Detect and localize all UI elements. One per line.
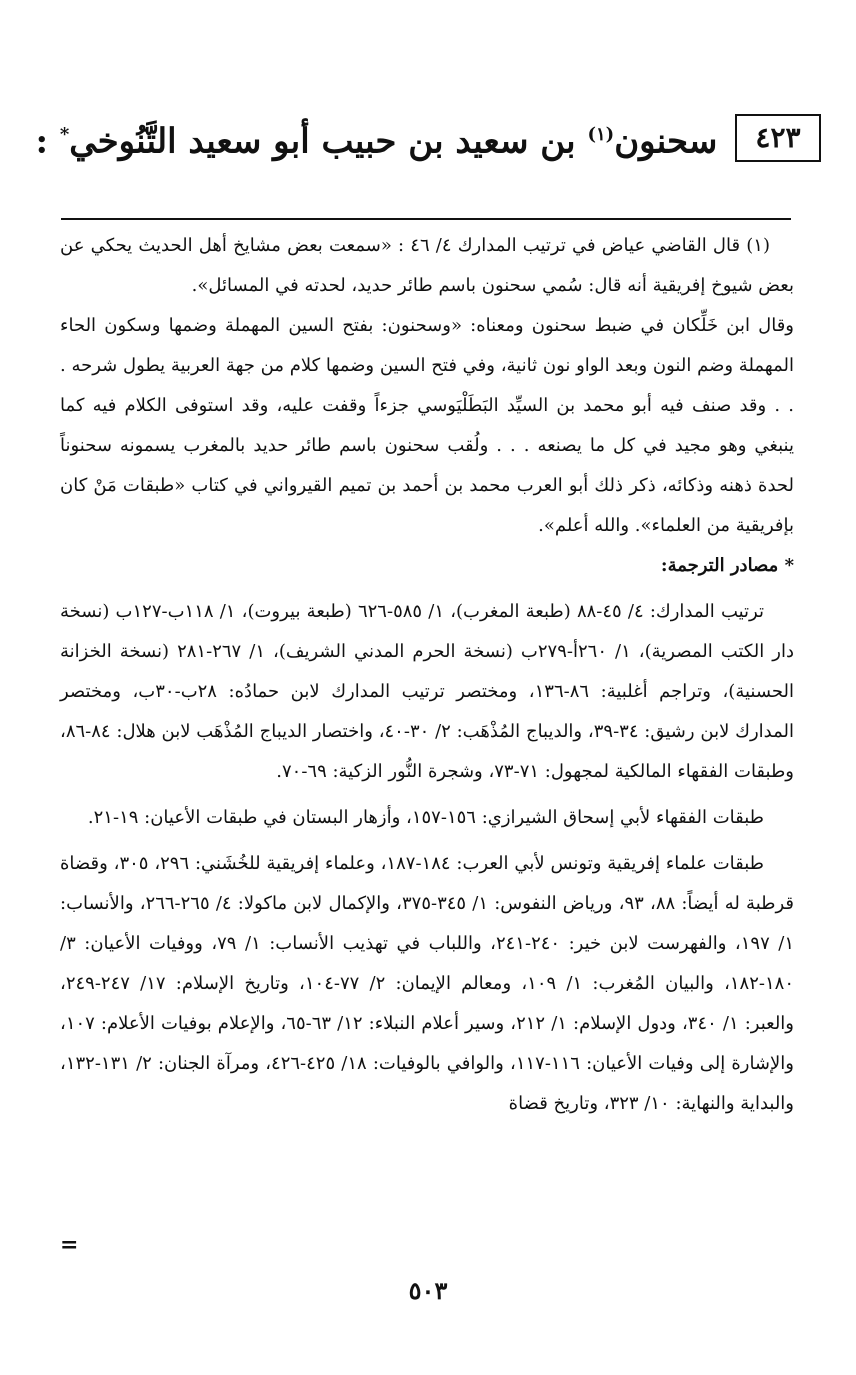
sources-paragraph-1: ترتيب المدارك: ٤/ ٤٥-٨٨ (طبعة المغرب)، ١/ ٥٨٥-٦٢٦ (طبعة بيروت)، ١/ ١١٨ب-١٢٧ب (نسخة دار الكتب المصرية)، ١/ ٢٦٠أ-٢٧٩ب (نسخة الحرم المدني الشريف)، ١/ ٢٦٧-٢٨١ (نسخة الخزانة الحسنية)، وتراجم أغلبية: ٨٦-١٣٦، ومختصر ترتيب المدارك لابن حمادُه: ٢٨ب-٣٠ب، ومختصر المدارك لابن رشيق: ٣٤-٣٩، والديباج المُذْهَب: ٢/ ٣٠-٤٠، واختصار الديباج المُذْهَب لابن هلال: ٨٤-٨٦، وطبقات الفقهاء المالكية لمجهول: ٧١-٧٣، وشجرة النُّور الزكية: ٦٩-٧٠. xyxy=(60,601,795,782)
sources-paragraph-3: طبقات علماء إفريقية وتونس لأبي العرب: ١٨٤-١٨٧، وعلماء إفريقية للخُشَني: ٢٩٦، ٣٠٥، وقضاة قرطبة له أيضاً: ٨٨، ٩٣، ورياض النفوس: ١/ ٣٤٥-٣٧٥، والإكمال لابن ماكولا: ٤/ ٢٦٥-٢٦٦، والأنساب: ١/ ١٩٧، والفهرست لابن خير: ٢٤٠-٢٤١، واللباب في تهذيب الأنساب: ١/ ٧٩، ووفيات الأعيان: ٣/ ١٨٠-١٨٢، والبيان المُغرب: ١/ ١٠٩، ومعالم الإيمان: ٢/ ٧٧-١٠٤، وتاريخ الإسلام: ١٧/ ٢٤٧-٢٤٩، والعبر: ١/ ٣٤٠، ودول الإسلام: ١/ ٢١٢، وسير أعلام النبلاء: ١٢/ ٦٣-٦٥، والإعلام بوفيات الأعلام: ١٠٧، والإشارة إلى وفيات الأعيان: ١١٦-١١٧، والوافي بالوفيات: ١٨/ ٤٢٥-٤٢٦، ومرآة الجنان: ٢/ ١٣١-١٣٢، والبداية والنهاية: ١٠/ ٣٢٣، وتاريخ قضاة xyxy=(60,853,795,1114)
sources-heading: * مصادر الترجمة: xyxy=(660,555,794,576)
continuation-mark: = xyxy=(60,1232,79,1258)
footnotes-body xyxy=(60,226,794,1124)
footnote-separator xyxy=(61,218,791,220)
sources-marker: * xyxy=(59,123,70,145)
page-number: ٥٠٣ xyxy=(408,1276,448,1305)
entry-name: سحنون xyxy=(614,121,718,162)
entry-colon: : xyxy=(35,121,60,162)
entry-number-box: ٤٢٣ xyxy=(735,114,820,162)
sources-paragraph-2: طبقات الفقهاء لأبي إسحاق الشيرازي: ١٥٦-١٥٧، وأزهار البستان في طبقات الأعيان: ١٩-٢١. xyxy=(87,807,764,828)
footnote-reference: (١) xyxy=(587,123,615,145)
entry-header xyxy=(0,108,856,168)
footnote-1-part-2: وقال ابن خَلِّكان في ضبط سحنون ومعناه: «وسحنون: بفتح السين المهملة وضمها وسكون الحاء المهملة وضم النون وبعد الواو نون ثانية، وفي فتح السين وضمها كلام من جهة العربية يطول شرحه . . . وقد صنف فيه أبو محمد بن السيِّد البَطَلْيَوسي جزءاً وقفت عليه، وقد استوفى الكلام فيه كما ينبغي وهو مجيد في كل ما يصنعه . . . ولُقب سحنون باسم طائر حديد بالمغرب يسمونه سحنوناً لحدة ذهنه وذكائه، ذكر ذلك أبو العرب محمد بن أحمد بن تميم القيرواني في كتاب «طبقات مَنْ كان بإفريقية من العلماء». والله أعلم». xyxy=(60,315,794,536)
footnote-1-part-1: (١) قال القاضي عياض في ترتيب المدارك ٤/ ٤٦ : «سمعت بعض مشايخ أهل الحديث يحكي عن بعض شيوخ إفريقية أنه قال: سُمي سحنون باسم طائر حديد، لحدته في المسائل». xyxy=(60,235,794,296)
entry-title xyxy=(35,111,717,165)
entry-name-rest: بن سعيد بن حبيب أبو سعيد التَّنُوخي xyxy=(69,121,588,162)
